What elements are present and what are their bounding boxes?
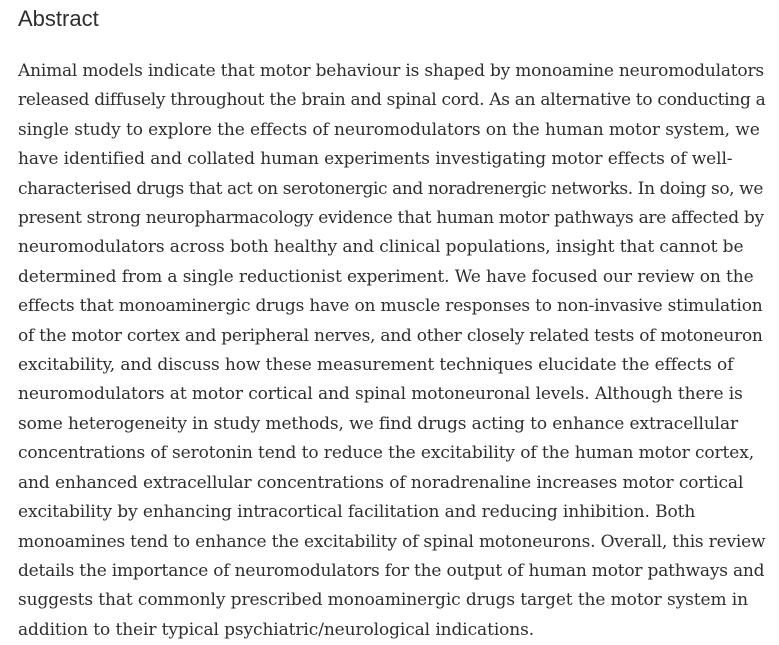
abstract-line: have identified and collated human experiments investigating motor effects of well- — [18, 149, 733, 170]
abstract-line: determined from a single reductionist experiment. We have focused our review on the — [18, 266, 754, 287]
abstract-line: excitability by enhancing intracortical facilitation and reducing inhibition. Both — [18, 502, 696, 523]
abstract-line: monoamines tend to enhance the excitability of spinal motoneurons. Overall, this review — [18, 531, 766, 552]
abstract-line: single study to explore the effects of neuromodulators on the human motor system, we — [18, 119, 760, 140]
abstract-line: released diffusely throughout the brain and spinal cord. As an alternative to conducting a — [18, 90, 766, 111]
abstract-body — [18, 57, 766, 645]
abstract-line: neuromodulators across both healthy and clinical populations, insight that cannot be — [18, 237, 744, 258]
abstract-line: present strong neuropharmacology evidence that human motor pathways are affected by — [18, 208, 764, 229]
abstract-line: concentrations of serotonin tend to reduce the excitability of the human motor cortex, — [18, 443, 755, 464]
abstract-line: Animal models indicate that motor behaviour is shaped by monoamine neuromodulators — [18, 61, 764, 81]
abstract-line: characterised drugs that act on serotonergic and noradrenergic networks. In doing so, we — [18, 178, 763, 199]
abstract-line: suggests that commonly prescribed monoaminergic drugs target the motor system in — [18, 590, 748, 611]
abstract-heading: Abstract — [18, 6, 99, 31]
abstract-line: effects that monoaminergic drugs have on muscle responses to non-invasive stimulation — [18, 296, 763, 317]
abstract-line: addition to their typical psychiatric/neurological indications. — [18, 619, 535, 640]
abstract-section — [18, 0, 766, 645]
abstract-line: excitability, and discuss how these measurement techniques elucidate the effects of — [18, 355, 734, 376]
abstract-line: details the importance of neuromodulators for the output of human motor pathways and — [18, 560, 765, 581]
abstract-line: some heterogeneity in study methods, we find drugs acting to enhance extracellular — [18, 413, 739, 434]
abstract-line: neuromodulators at motor cortical and spinal motoneuronal levels. Although there is — [18, 384, 743, 405]
abstract-line: and enhanced extracellular concentrations of noradrenaline increases motor cortical — [18, 472, 744, 493]
abstract-line: of the motor cortex and peripheral nerves, and other closely related tests of motoneuron — [18, 325, 763, 346]
